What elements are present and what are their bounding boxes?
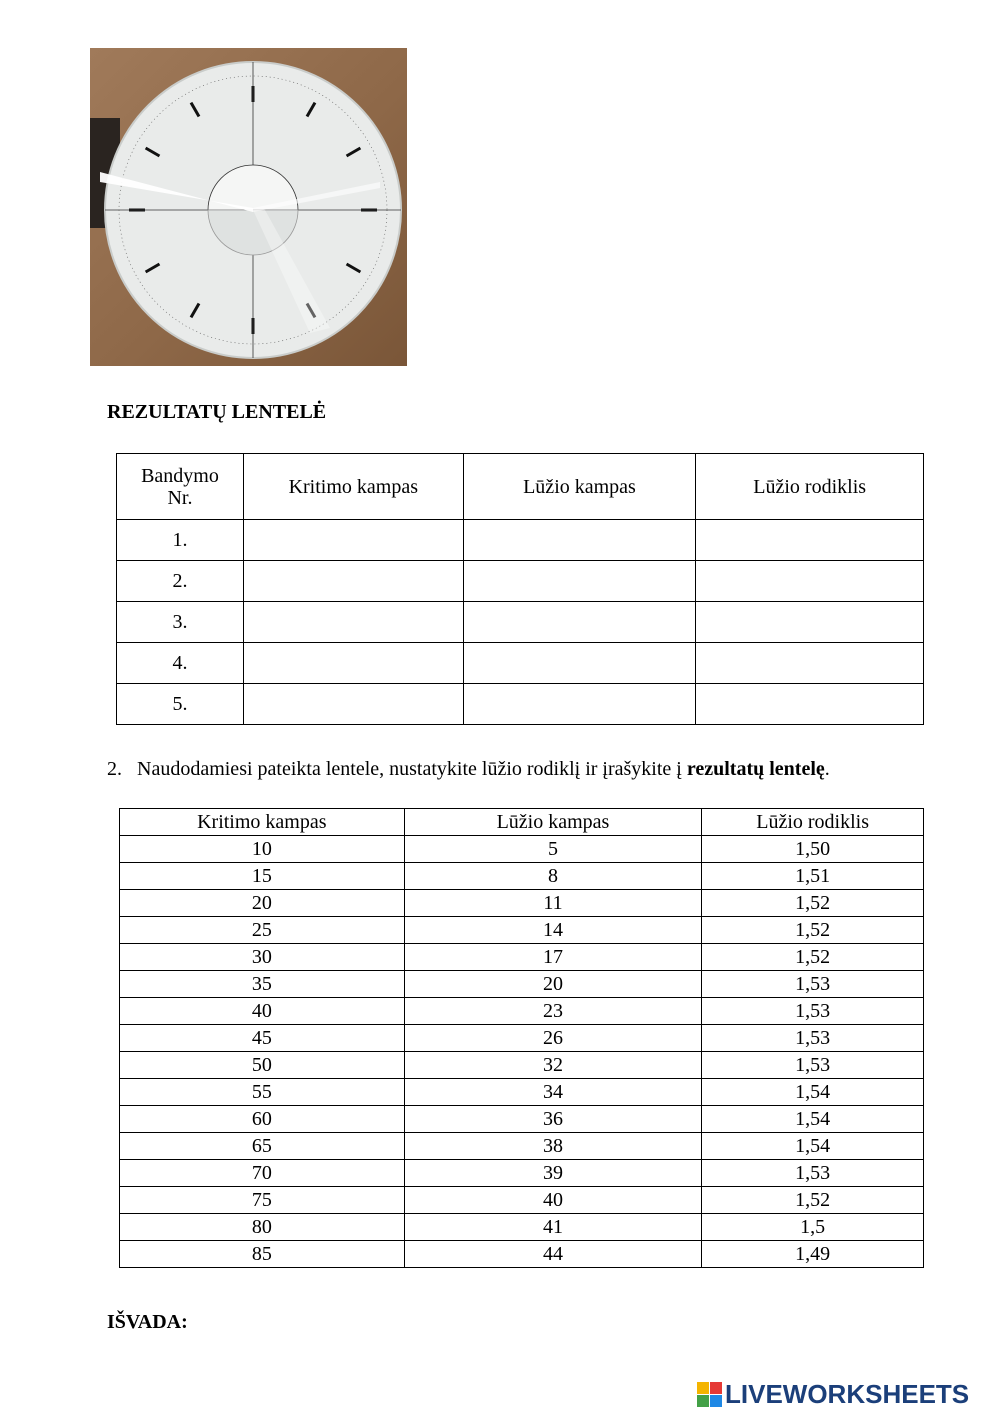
- incidence-angle-value: 70: [120, 1160, 405, 1187]
- table-row: [120, 971, 924, 998]
- refraction-angle-entry[interactable]: [463, 684, 696, 725]
- incidence-angle-value: 10: [120, 836, 405, 863]
- refractive-index-value: 1,49: [702, 1241, 924, 1268]
- incidence-angle-entry[interactable]: [243, 520, 463, 561]
- refraction-angle-value: 34: [404, 1079, 702, 1106]
- refractive-index-value: 1,53: [702, 1160, 924, 1187]
- table-row: [120, 1079, 924, 1106]
- refraction-angle-value: 39: [404, 1160, 702, 1187]
- refractive-index-entry[interactable]: [696, 561, 924, 602]
- refractive-index-value: 1,52: [702, 890, 924, 917]
- incidence-angle-value: 60: [120, 1106, 405, 1133]
- refraction-angle-entry[interactable]: [463, 602, 696, 643]
- table-row: [120, 1106, 924, 1133]
- incidence-angle-value: 65: [120, 1133, 405, 1160]
- data-header-row: [120, 809, 924, 836]
- trial-number: 4.: [117, 643, 244, 684]
- table-row: [117, 684, 924, 725]
- incidence-angle-value: 30: [120, 944, 405, 971]
- logo-mark-icon: [697, 1382, 722, 1407]
- table-row: [120, 944, 924, 971]
- logo-square: [710, 1395, 722, 1407]
- table-row: [120, 836, 924, 863]
- results-header-row: [117, 454, 924, 520]
- refraction-angle-entry[interactable]: [463, 561, 696, 602]
- trial-number: 5.: [117, 684, 244, 725]
- logo-square: [697, 1382, 709, 1394]
- refraction-angle-entry[interactable]: [463, 643, 696, 684]
- refraction-angle-value: 23: [404, 998, 702, 1025]
- table-row: [120, 863, 924, 890]
- instruction-text-plain: Naudodamiesi pateikta lentele, nustatykite lūžio rodiklį ir įrašykite į: [137, 758, 687, 780]
- table-row: [120, 1052, 924, 1079]
- refractive-index-entry[interactable]: [696, 602, 924, 643]
- refraction-angle-value: 41: [404, 1214, 702, 1241]
- header-incidence-angle: Kritimo kampas: [243, 454, 463, 520]
- table-row: [120, 1241, 924, 1268]
- refractive-index-value: 1,5: [702, 1214, 924, 1241]
- incidence-angle-entry[interactable]: [243, 602, 463, 643]
- incidence-angle-value: 25: [120, 917, 405, 944]
- refraction-angle-value: 32: [404, 1052, 702, 1079]
- incidence-angle-value: 55: [120, 1079, 405, 1106]
- refraction-angle-value: 14: [404, 917, 702, 944]
- header-refraction-angle: Lūžio kampas: [404, 809, 702, 836]
- reference-data-table: [119, 808, 924, 1268]
- header-trial-number: Bandymo Nr.: [117, 454, 244, 520]
- incidence-angle-value: 35: [120, 971, 405, 998]
- incidence-angle-value: 40: [120, 998, 405, 1025]
- incidence-angle-entry[interactable]: [243, 561, 463, 602]
- refractive-index-value: 1,54: [702, 1133, 924, 1160]
- conclusion-heading: IŠVADA:: [107, 1311, 188, 1333]
- liveworksheets-logo: [697, 1379, 969, 1409]
- refractive-index-value: 1,54: [702, 1079, 924, 1106]
- table-row: [117, 602, 924, 643]
- instruction-text: [137, 756, 907, 782]
- refraction-angle-value: 17: [404, 944, 702, 971]
- incidence-angle-value: 80: [120, 1214, 405, 1241]
- refractive-index-value: 1,51: [702, 863, 924, 890]
- refractive-index-value: 1,53: [702, 1052, 924, 1079]
- refraction-experiment-photo: [90, 48, 407, 366]
- table-row: [120, 998, 924, 1025]
- refractive-index-value: 1,52: [702, 944, 924, 971]
- refraction-angle-entry[interactable]: [463, 520, 696, 561]
- refraction-angle-value: 38: [404, 1133, 702, 1160]
- trial-number: 2.: [117, 561, 244, 602]
- refraction-angle-value: 26: [404, 1025, 702, 1052]
- incidence-angle-value: 85: [120, 1241, 405, 1268]
- table-row: [120, 1025, 924, 1052]
- table-row: [120, 1187, 924, 1214]
- optical-disc-image: [90, 48, 407, 366]
- refraction-angle-value: 20: [404, 971, 702, 998]
- refractive-index-entry[interactable]: [696, 684, 924, 725]
- refractive-index-value: 1,53: [702, 998, 924, 1025]
- incidence-angle-value: 75: [120, 1187, 405, 1214]
- refraction-angle-value: 44: [404, 1241, 702, 1268]
- refraction-angle-value: 8: [404, 863, 702, 890]
- header-refraction-angle: Lūžio kampas: [463, 454, 696, 520]
- refractive-index-value: 1,52: [702, 1187, 924, 1214]
- incidence-angle-value: 50: [120, 1052, 405, 1079]
- refractive-index-value: 1,53: [702, 1025, 924, 1052]
- trial-number: 3.: [117, 602, 244, 643]
- logo-text: LIVEWORKSHEETS: [725, 1378, 970, 1409]
- table-row: [120, 1160, 924, 1187]
- instruction-number: 2.: [107, 758, 122, 780]
- header-incidence-angle: Kritimo kampas: [120, 809, 405, 836]
- table-row: [120, 1214, 924, 1241]
- refractive-index-value: 1,52: [702, 917, 924, 944]
- incidence-angle-value: 20: [120, 890, 405, 917]
- results-table-heading: REZULTATŲ LENTELĖ: [107, 401, 327, 423]
- refraction-angle-value: 40: [404, 1187, 702, 1214]
- results-table: [116, 453, 924, 725]
- incidence-angle-entry[interactable]: [243, 684, 463, 725]
- refraction-angle-value: 36: [404, 1106, 702, 1133]
- table-row: [117, 561, 924, 602]
- table-row: [120, 1133, 924, 1160]
- logo-square: [697, 1395, 709, 1407]
- incidence-angle-value: 45: [120, 1025, 405, 1052]
- instruction-text-bold: rezultatų lentelę: [686, 758, 825, 780]
- refractive-index-entry[interactable]: [696, 520, 924, 561]
- refractive-index-value: 1,54: [702, 1106, 924, 1133]
- refractive-index-value: 1,50: [702, 836, 924, 863]
- refractive-index-value: 1,53: [702, 971, 924, 998]
- trial-number: 1.: [117, 520, 244, 561]
- instruction-text-end: .: [824, 758, 830, 780]
- header-refractive-index: Lūžio rodiklis: [702, 809, 924, 836]
- incidence-angle-value: 15: [120, 863, 405, 890]
- refractive-index-entry[interactable]: [696, 643, 924, 684]
- table-row: [117, 520, 924, 561]
- table-row: [117, 643, 924, 684]
- refraction-angle-value: 5: [404, 836, 702, 863]
- header-refractive-index: Lūžio rodiklis: [696, 454, 924, 520]
- incidence-angle-entry[interactable]: [243, 643, 463, 684]
- logo-square: [710, 1382, 722, 1394]
- table-row: [120, 917, 924, 944]
- table-row: [120, 890, 924, 917]
- refraction-angle-value: 11: [404, 890, 702, 917]
